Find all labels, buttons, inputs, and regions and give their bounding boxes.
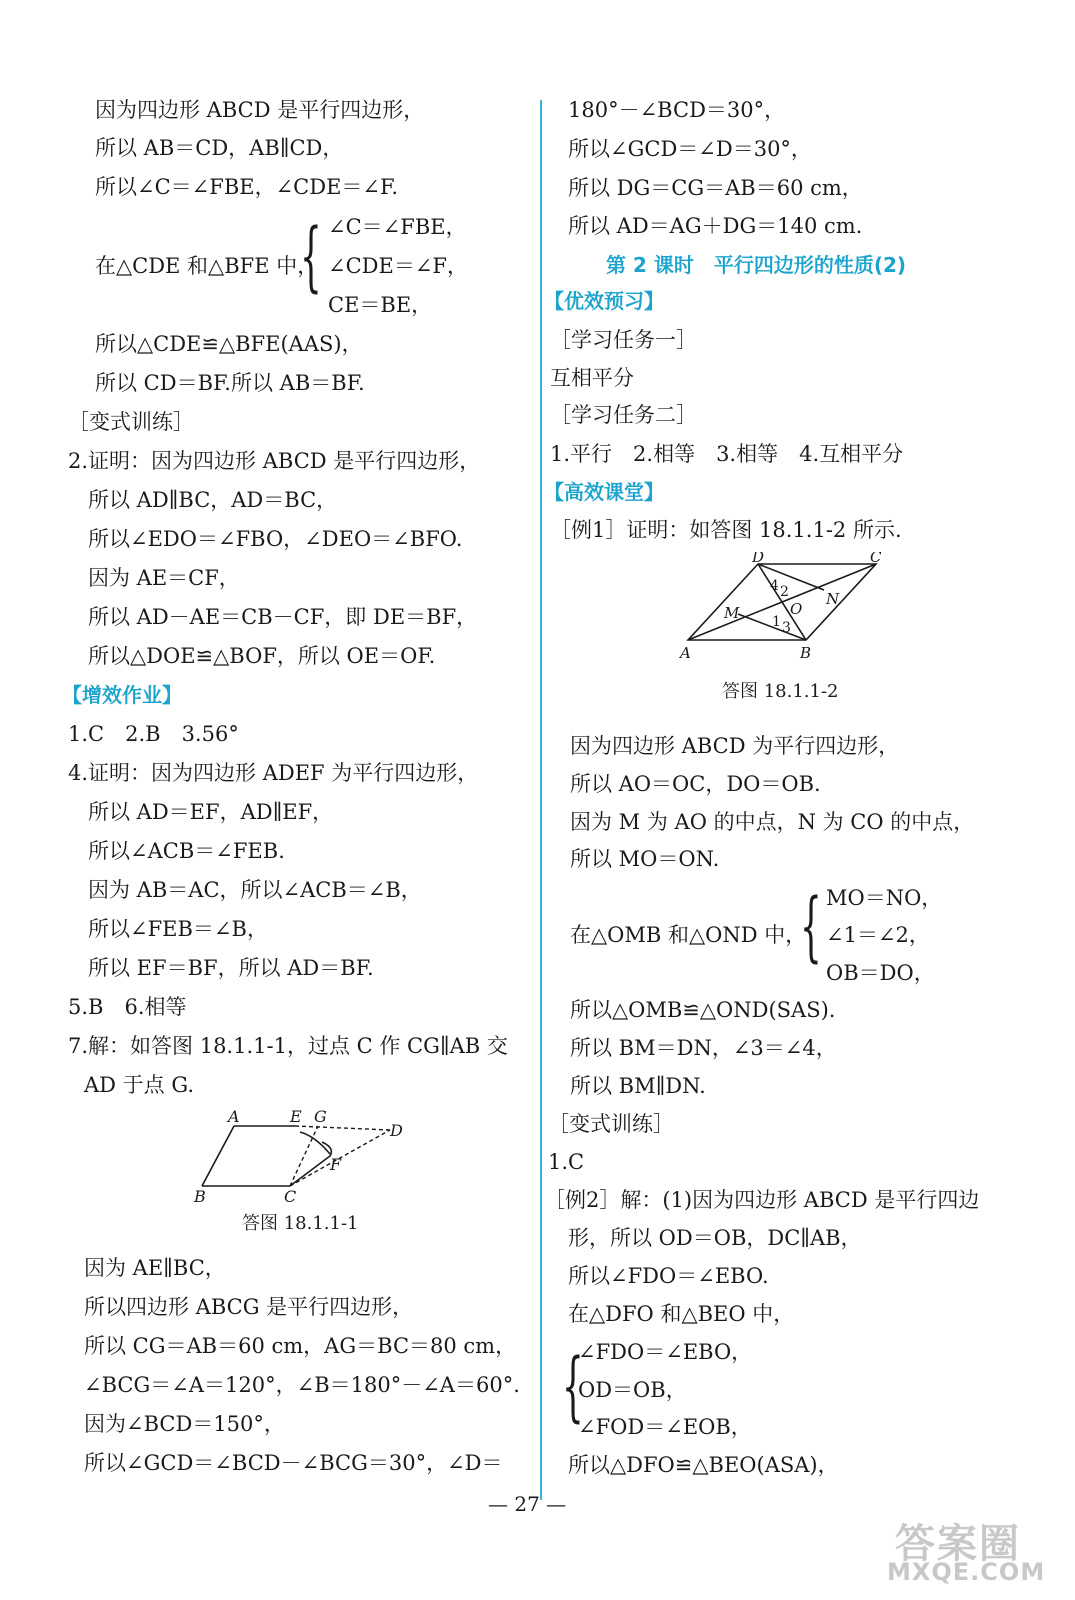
answer-line: 1.C <box>548 1150 585 1174</box>
text-line: 所以 EF＝BF，所以 AD＝BF. <box>88 956 374 980</box>
brace-icon: { <box>300 211 322 300</box>
fig1-label: A <box>228 1108 240 1126</box>
text-line: 因为 AE＝CF， <box>88 566 240 590</box>
text-line: 因为四边形 ABCD 是平行四边形， <box>95 98 425 122</box>
text-line: 所以∠FDO＝∠EBO. <box>568 1264 769 1288</box>
watermark-logo <box>875 1512 1065 1592</box>
page-number: — 27 — <box>488 1492 567 1516</box>
figure-caption: 答图 18.1.1-1 <box>242 1213 359 1234</box>
fig2-angle-label: 4 <box>770 578 779 594</box>
fig1-label: B <box>194 1187 206 1206</box>
text-line: 所以△DOE≌△BOF，所以 OE＝OF. <box>88 644 436 668</box>
section-label: ［变式训练］ <box>548 1112 674 1136</box>
system-line: CE＝BE， <box>328 293 433 317</box>
text-line: 所以∠ACB＝∠FEB. <box>88 839 285 863</box>
fig2-angle-label: 3 <box>782 620 791 636</box>
answer-line: 5.B 6.相等 <box>68 995 187 1019</box>
text-line: 所以 MO＝ON. <box>570 847 720 871</box>
text-line: 因为 AE∥BC， <box>84 1256 226 1280</box>
text-line: 所以 AB＝CD，AB∥CD， <box>95 136 344 160</box>
answer-line: 1.平行 2.相等 3.相等 4.互相平分 <box>550 442 904 466</box>
fig2-label: A <box>680 644 691 662</box>
text-line: 所以△OMB≌△OND(SAS). <box>570 998 836 1022</box>
figure-caption: 答图 18.1.1-2 <box>722 681 839 702</box>
text-line: 因为 M 为 AO 的中点，N 为 CO 的中点， <box>570 810 975 834</box>
text-line: 所以 AD＝EF，AD∥EF， <box>88 800 334 824</box>
brace-icon: { <box>800 881 822 970</box>
section-heading: 【优效预习】 <box>544 289 664 313</box>
text-line: ∠BCG＝∠A＝120°，∠B＝180°－∠A＝60°. <box>84 1373 520 1397</box>
problem-line: 2.证明：因为四边形 ABCD 是平行四边形， <box>68 449 481 473</box>
fig2-angle-label: 1 <box>772 614 781 630</box>
system-line: ∠FOD＝∠EOB， <box>578 1415 752 1439</box>
watermark-url: MXQE.COM <box>887 1558 1046 1586</box>
brace-icon: { <box>562 1341 584 1430</box>
system-line: OB＝DO， <box>826 961 935 985</box>
text-line: 所以 AD＝AG＋DG＝140 cm. <box>568 214 863 238</box>
fig2-label: O <box>790 600 803 618</box>
fig1-label: E <box>290 1108 302 1126</box>
text-line: 因为∠BCD＝150°， <box>84 1412 285 1436</box>
fig1-label: F <box>330 1155 342 1174</box>
system-line: ∠C＝∠FBE， <box>328 215 467 239</box>
fig2-angle-label: 2 <box>780 584 789 600</box>
fig2-label: D <box>752 552 765 566</box>
section-label: ［变式训练］ <box>68 410 194 434</box>
section-heading: 【高效课堂】 <box>544 480 664 504</box>
text-line: 因为四边形 ABCD 为平行四边形， <box>570 734 900 758</box>
example-line: ［例1］证明：如答图 18.1.1-2 所示. <box>550 518 902 542</box>
answer-line: 互相平分 <box>550 366 634 390</box>
system-prefix: 在△CDE 和△BFE 中， <box>95 254 319 278</box>
problem-line: 4.证明：因为四边形 ADEF 为平行四边形， <box>68 761 479 785</box>
text-line: 形，所以 OD＝OB，DC∥AB， <box>568 1226 862 1250</box>
text-line: 所以∠FEB＝∠B， <box>88 917 268 941</box>
text-line: 所以四边形 ABCG 是平行四边形， <box>84 1295 414 1319</box>
answer-line: 1.C 2.B 3.56° <box>68 722 239 746</box>
fig2-label: N <box>826 590 840 608</box>
text-line: 所以 BM∥DN. <box>570 1074 706 1098</box>
text-line: 所以∠C＝∠FBE，∠CDE＝∠F. <box>95 175 398 199</box>
section-label: ［学习任务二］ <box>550 403 697 427</box>
text-line: 180°－∠BCD＝30°， <box>568 98 786 122</box>
fig2-label: C <box>870 552 882 566</box>
figure-18-1-1-2 <box>676 552 896 667</box>
lesson-title: 第 2 课时 平行四边形的性质(2) <box>606 253 907 277</box>
text-line: 所以 CD＝BF.所以 AB＝BF. <box>95 371 365 395</box>
system-line: ∠FDO＝∠EBO， <box>578 1340 753 1364</box>
text-line: 所以∠GCD＝∠D＝30°， <box>568 137 812 161</box>
text-line: 所以 CG＝AB＝60 cm，AG＝BC＝80 cm， <box>84 1334 517 1358</box>
text-line: 所以∠EDO＝∠FBO，∠DEO＝∠BFO. <box>88 527 463 551</box>
fig2-label: M <box>724 604 740 622</box>
text-line: 因为 AB＝AC，所以∠ACB＝∠B， <box>88 878 422 902</box>
text-line: 所以 AO＝OC，DO＝OB. <box>570 772 821 796</box>
fig1-label: C <box>284 1187 297 1206</box>
text-line: 所以△CDE≌△BFE(AAS)， <box>95 332 363 356</box>
text-line: 所以 DG＝CG＝AB＝60 cm， <box>568 176 863 200</box>
text-line: 所以 AD∥BC，AD＝BC， <box>88 488 338 512</box>
problem-line: 7.解：如答图 18.1.1-1，过点 C 作 CG∥AB 交 <box>68 1034 508 1058</box>
segment-DN <box>758 564 824 590</box>
system-prefix: 在△OMB 和△OND 中， <box>570 923 807 947</box>
section-label: ［学习任务一］ <box>550 328 697 352</box>
system-line: ∠1＝∠2， <box>826 923 930 947</box>
system-line: ∠CDE＝∠F， <box>328 254 468 278</box>
fig1-label: D <box>390 1121 403 1140</box>
text-line: AD 于点 G. <box>84 1073 195 1097</box>
text-line: 所以 BM＝DN，∠3＝∠4， <box>570 1036 837 1060</box>
text-line: 所以△DFO≌△BEO(ASA)， <box>568 1453 839 1477</box>
column-divider <box>540 100 542 1500</box>
text-line: 在△DFO 和△BEO 中， <box>568 1302 795 1326</box>
example-line: ［例2］解：(1)因为四边形 ABCD 是平行四边 <box>544 1188 980 1212</box>
text-line: 所以∠GCD＝∠BCD－∠BCG＝30°，∠D＝ <box>84 1451 503 1475</box>
watermark-text: 答案圈 <box>895 1521 1021 1567</box>
system-line: OD＝OB， <box>578 1378 687 1402</box>
text-line: 所以 AD－AE＝CB－CF，即 DE＝BF， <box>88 605 478 629</box>
segment-CG <box>290 1126 318 1186</box>
segment-ED <box>295 1126 390 1130</box>
segment-AB <box>202 1126 234 1186</box>
system-line: MO＝NO， <box>826 886 943 910</box>
section-heading: 【增效作业】 <box>62 683 182 707</box>
figure-18-1-1-1 <box>190 1108 420 1208</box>
fig2-label: B <box>800 644 812 662</box>
fig1-label: G <box>314 1108 327 1126</box>
